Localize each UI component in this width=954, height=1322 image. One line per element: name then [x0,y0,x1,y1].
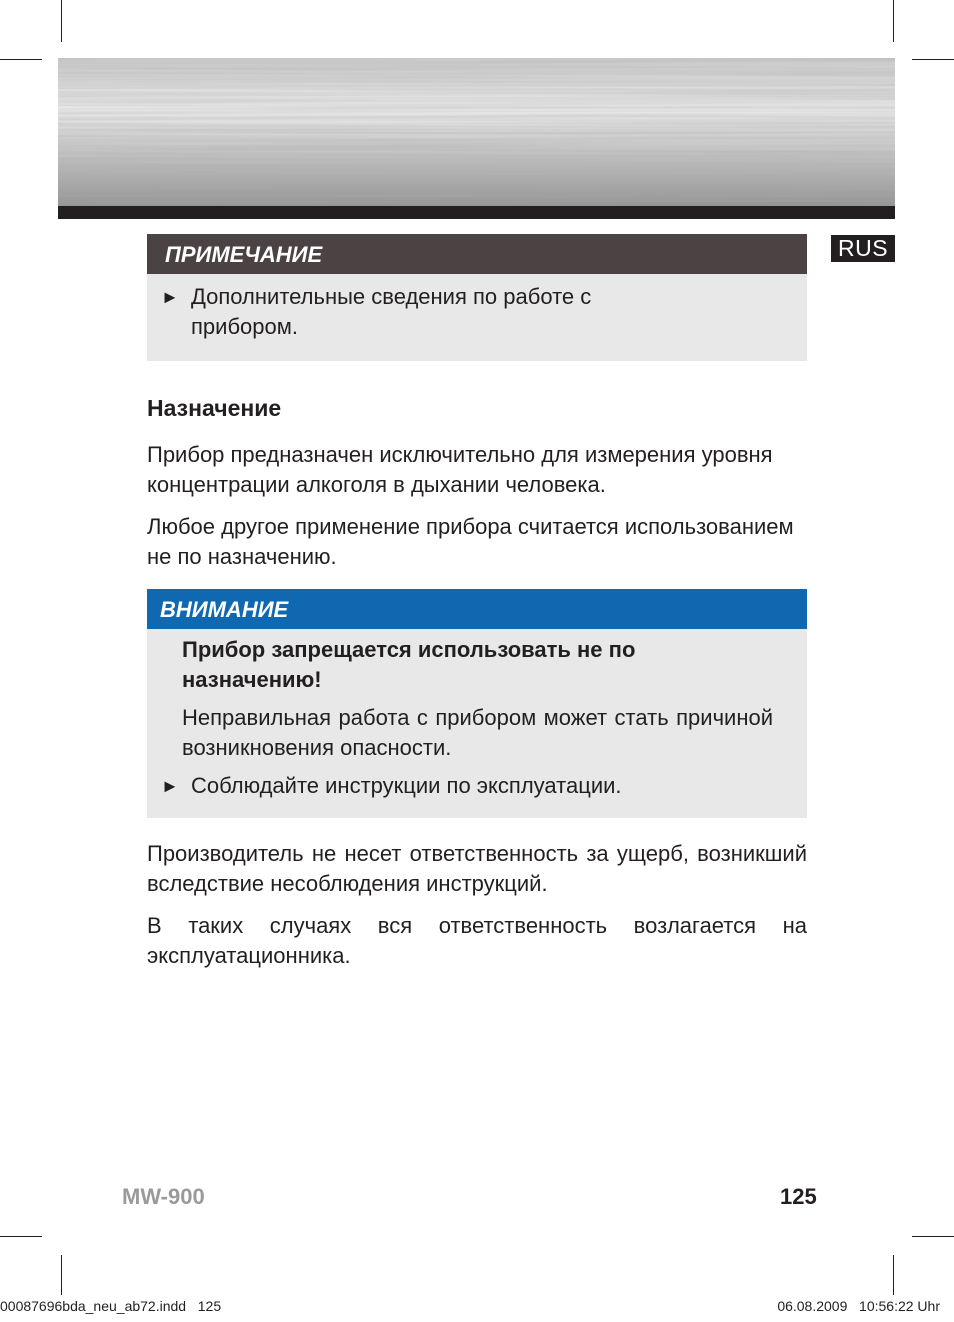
crop-mark [893,0,894,42]
crop-mark [61,0,62,42]
triangle-right-icon: ► [161,776,179,796]
warning-text: Неправильная работа с прибором может стать причиной возникновения опасности. [182,705,773,760]
warning-box-title: ВНИМАНИЕ [147,589,807,629]
crop-mark [893,1255,894,1295]
liability-paragraph-1: Производитель не несет ответственность за ущерб, возникший вследствие несоблюдения инструкций. [147,841,807,896]
warning-bold-text: Прибор запрещается использовать не по назначению! [182,637,636,692]
note-box-title: ПРИМЕЧАНИЕ [147,234,807,274]
footer-model: MW-900 [122,1184,205,1209]
warning-bullet [147,771,807,801]
warning-bullet-text: Соблюдайте инструкции по эксплуатации. [191,773,622,798]
liability-paragraph-2: В таких случаях вся ответственность возлагается на эксплуатационника. [147,913,807,968]
triangle-right-icon: ► [161,287,179,307]
slug-datetime: 06.08.2009 10:56:22 Uhr [777,1298,940,1314]
crop-mark [61,1255,62,1295]
page-number: 125 [780,1184,817,1209]
note-bullet-line1: Дополнительные сведения по работе с [191,284,592,309]
note-box [147,234,807,361]
note-bullet-line2: прибором. [191,314,298,339]
brushed-metal-header [58,58,895,208]
crop-mark [912,1236,954,1237]
crop-mark [0,1236,42,1237]
language-tab: RUS [831,235,895,262]
section-heading: Назначение [147,395,282,421]
crop-mark [912,59,954,60]
header-dark-bar [58,206,895,219]
slug-file: 00087696bda_neu_ab72.indd 125 [0,1298,222,1314]
note-bullet [147,282,807,342]
purpose-paragraph-2: Любое другое применение прибора считается использованием не по назначению. [147,514,794,569]
purpose-paragraph-1: Прибор предназначен исключительно для измерения уровня концентрации алкоголя в дыхании человека. [147,442,773,497]
crop-mark [0,59,42,60]
warning-box [147,589,807,818]
